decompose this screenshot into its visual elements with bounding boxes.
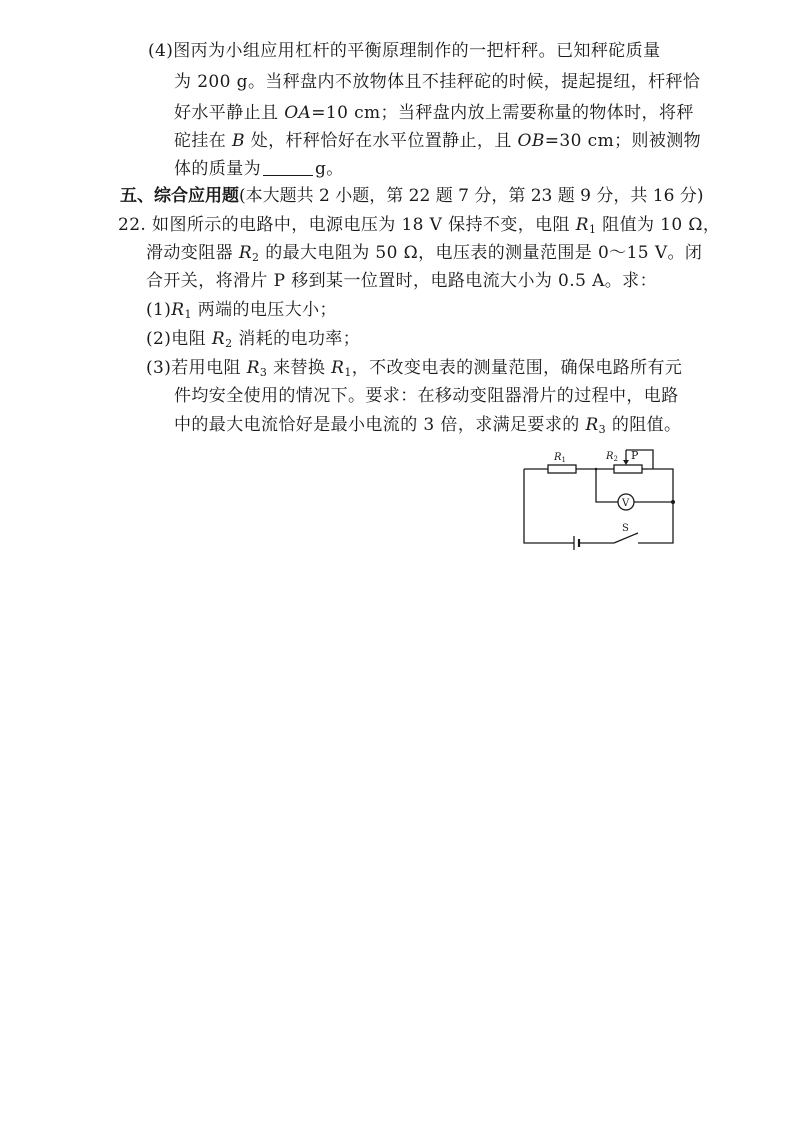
section-heading: 五、综合应用题(本大题共 2 小题，第 22 题 7 分，第 23 题 9 分，共 16 分) bbox=[120, 186, 704, 206]
junction-dot-left bbox=[595, 468, 598, 471]
q22-line-1: 22. 如图所示的电路中，电源电压为 18 V 保持不变，电阻 $R_1$ 阻值为 10 Ω， bbox=[118, 215, 721, 236]
resistor-r1 bbox=[548, 465, 576, 473]
q4-line-5: 体的质量为 g。 bbox=[174, 159, 344, 179]
wire-voltmeter-left bbox=[596, 469, 618, 502]
q22-part-2: (2)电阻 $R_2$ 消耗的电功率； bbox=[146, 329, 361, 350]
switch-s bbox=[614, 533, 638, 543]
wire-left-bottom bbox=[524, 469, 570, 543]
switch-label: S bbox=[622, 523, 629, 534]
q4-line-3: 好水平静止且 OA=10 cm；当秤盘内放上需要称量的物体时，将秤 bbox=[174, 103, 694, 123]
rheostat-r2 bbox=[614, 465, 642, 473]
q22-part-3-line-1: (3)若用电阻 $R_3$ 来替换 $R_1$，不改变电表的测量范围，确保电路所有元 bbox=[146, 358, 683, 379]
answer-blank bbox=[263, 157, 313, 176]
q22-part-3-line-3: 中的最大电流恰好是最小电流的 3 倍，求满足要求的 $R_3$ 的阻值。 bbox=[174, 415, 682, 436]
q22-line-2: 滑动变阻器 $R_2$ 的最大电阻为 50 Ω，电压表的测量范围是 0～15 V。闭 bbox=[146, 243, 703, 264]
q22-line-3: 合开关，将滑片 P 移到某一位置时，电路电流大小为 0.5 A。求： bbox=[146, 271, 657, 291]
wire-right bbox=[638, 469, 673, 543]
q4-line-1: (4)图丙为小组应用杠杆的平衡原理制作的一把杆秤。已知秤砣质量 bbox=[148, 41, 661, 61]
q22-part-1: $(1)R_1$ 两端的电压大小； bbox=[146, 300, 337, 321]
junction-dot bbox=[671, 500, 675, 504]
q22-part-3-line-2: 件均安全使用的情况下。要求：在移动变阻器滑片的过程中，电路 bbox=[174, 386, 679, 406]
q4-line-4: 砣挂在 B 处，杆秤恰好在水平位置静止，且 OB=30 cm；则被测物 bbox=[174, 131, 702, 151]
slider-arrowhead bbox=[623, 460, 629, 465]
q4-line-2: 为 200 g。当秤盘内不放物体且不挂秤砣的时候，提起提纽，杆秤恰 bbox=[174, 72, 701, 92]
slider-p-label: P bbox=[631, 449, 639, 462]
circuit-diagram bbox=[518, 443, 680, 551]
r1-label: $R_1$ bbox=[554, 452, 566, 464]
r2-label: $R_2$ bbox=[606, 451, 618, 463]
voltmeter-label: V bbox=[622, 498, 630, 509]
